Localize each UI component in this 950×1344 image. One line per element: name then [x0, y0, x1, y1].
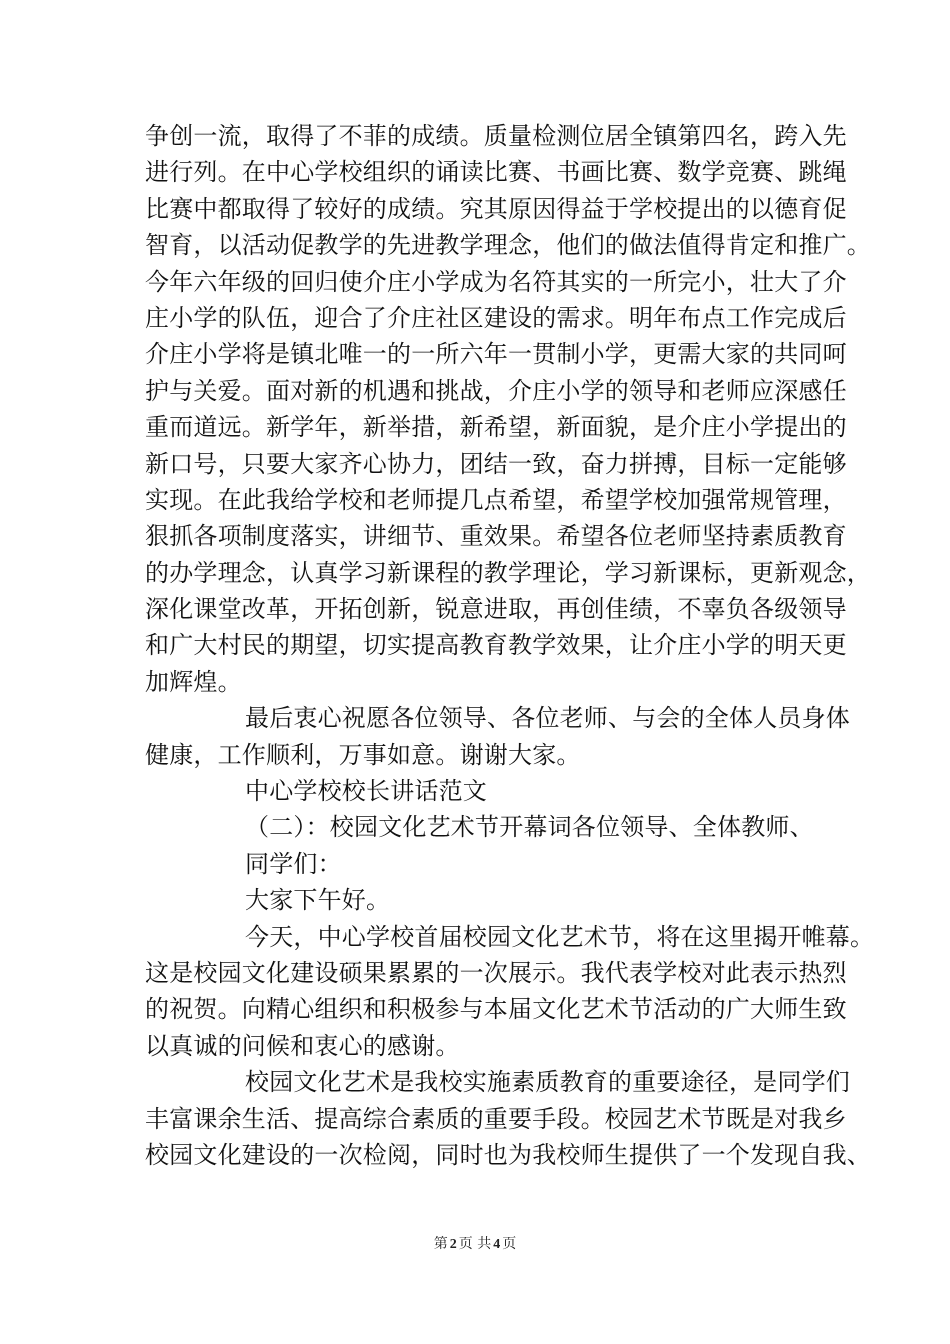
footer-prefix: 第 [433, 1236, 448, 1252]
text-line: 狠抓各项制度落实，讲细节、重效果。希望各位老师坚持素质教育 [145, 522, 847, 551]
current-page-number: 2 [449, 1237, 457, 1252]
text-line: 大家下午好。 [245, 886, 391, 915]
text-line: 校园文化建设的一次检阅，同时也为我校师生提供了一个发现自我、 [145, 1140, 871, 1169]
text-line: 重而道远。新学年，新举措，新希望，新面貌，是介庄小学提出的 [145, 413, 847, 442]
text-line: 以真诚的问候和衷心的感谢。 [145, 1031, 460, 1060]
text-line: 新口号，只要大家齐心协力，团结一致，奋力拼搏，目标一定能够 [145, 449, 847, 478]
text-line: 这是校园文化建设硕果累累的一次展示。我代表学校对此表示热烈 [145, 958, 847, 987]
page-footer [0, 1233, 950, 1253]
total-pages-number: 4 [493, 1237, 501, 1252]
text-line: 加辉煌。 [145, 667, 242, 696]
text-line: 深化课堂改革，开拓创新，锐意进取，再创佳绩，不辜负各级领导 [145, 595, 847, 624]
body-text [145, 118, 875, 1173]
text-line: （二）：校园文化艺术节开幕词各位领导、全体教师、 [245, 813, 814, 842]
text-line: 介庄小学将是镇北唯一的一所六年一贯制小学，更需大家的共同呵 [145, 340, 847, 369]
text-line: 校园文化艺术是我校实施素质教育的重要途径，是同学们 [245, 1068, 850, 1097]
text-line: 的祝贺。向精心组织和积极参与本届文化艺术节活动的广大师生致 [145, 995, 847, 1024]
section-heading: 中心学校校长讲话范文 [245, 777, 487, 806]
text-line: 丰富课余生活、提高综合素质的重要手段。校园艺术节既是对我乡 [145, 1104, 847, 1133]
text-line: 今年六年级的回归使介庄小学成为名符其实的一所完小，壮大了介 [145, 267, 847, 296]
text-line: 最后衷心祝愿各位领导、各位老师、与会的全体人员身体 [245, 704, 850, 733]
text-line: 智育，以活动促教学的先进教学理念，他们的做法值得肯定和推广。 [145, 231, 871, 260]
text-line: 今天，中心学校首届校园文化艺术节，将在这里揭开帷幕。 [245, 922, 875, 951]
text-line: 实现。在此我给学校和老师提几点希望，希望学校加强常规管理， [145, 485, 847, 514]
text-line: 争创一流，取得了不菲的成绩。质量检测位居全镇第四名，跨入先 [145, 122, 847, 150]
text-line: 护与关爱。面对新的机遇和挑战，介庄小学的领导和老师应深感任 [145, 376, 847, 405]
text-line: 同学们： [245, 849, 342, 878]
text-line: 的办学理念，认真学习新课程的教学理论，学习新课标，更新观念， [145, 558, 871, 587]
text-line: 和广大村民的期望，切实提高教育教学效果，让介庄小学的明天更 [145, 631, 847, 660]
text-line: 比赛中都取得了较好的成绩。究其原因得益于学校提出的以德育促 [145, 194, 847, 223]
text-line: 进行列。在中心学校组织的诵读比赛、书画比赛、数学竞赛、跳绳 [145, 158, 847, 187]
text-line: 健康，工作顺利，万事如意。谢谢大家。 [145, 740, 581, 769]
footer-suffix: 页 [502, 1236, 517, 1252]
footer-middle: 页 共 [458, 1236, 492, 1252]
text-line: 庄小学的队伍，迎合了介庄社区建设的需求。明年布点工作完成后 [145, 303, 847, 332]
